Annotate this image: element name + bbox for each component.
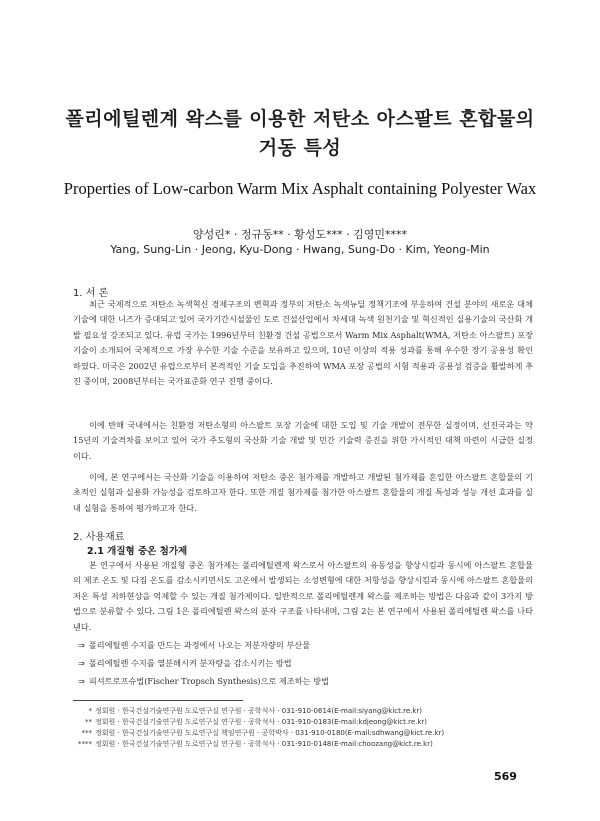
section1-heading: 1. 서 론: [73, 288, 109, 299]
section2-paragraph1: 본 연구에서 사용된 개질형 중온 첨가제는 폴리에틸렌계 왁스로서 아스팔트의 유동성을 향상시킴과 동시에 아스팔트 혼합물의 제조 온도 및 다짐 온도를 감소시키면서도 고온에서 발생되는 소성변형에 대한 저항성을 향상시킴과 동시에 아스팔트 혼합물의 저온 특성 저하현상을 억제할 수 있는 개질 첨가제이다. 일반적으로 폴리에틸렌계 왁스를 제조하는 방법은 다음과 같이 3가지 방법으로 분류할 수 있다. 그림 1은 폴리에틸렌 왁스의 분자 구조를 나타내며, 그림 2는 본 연구에서 사용된 폴리에틸렌 왁스를 나타낸다.: [73, 560, 533, 632]
section1-paragraph2: 이에 반해 국내에서는 친환경 저탄소형의 아스팔트 포장 기술에 대한 도입 및 기술 개발이 전무한 실정이며, 선진국과는 약 15년의 기술격차를 보이고 있어 국가 주도형의 국산화 기술 개발 및 민간 기술력 증진을 위한 가시적인 대책 마련이 시급한 실정이다.: [73, 420, 533, 461]
footnote-text: 정회원 · 한국건설기술연구원 도로연구실 연구원 · 공학석사 · 031-910-0183(E-mail:kdjeong@kict.re.kr): [95, 718, 428, 726]
footnote-mark: ****: [78, 740, 92, 748]
section2-heading: 2. 사용재료: [73, 532, 125, 543]
footnote-text: 정회원 · 한국건설기술연구원 도로연구실 연구원 · 공학석사 · 031-910-0148(E-mail:choozang@kict.re.kr): [95, 740, 433, 748]
title-korean-line1: 폴리에틸렌계 왁스를 이용한 저탄소 아스팔트 혼합물의: [65, 108, 535, 130]
arrow-icon: ⇒: [78, 658, 85, 668]
footnote-mark: **: [85, 718, 92, 726]
list-item-text: 피셔트로프슈법(Fischer Tropsch Synthesis)으로 제조하는 방법: [88, 676, 329, 686]
list-item: [78, 676, 329, 687]
list-item: [78, 658, 292, 669]
title-korean-line2: 거동 특성: [258, 137, 342, 159]
footnote: [78, 739, 433, 749]
footnote-mark: ***: [81, 729, 92, 737]
authors-korean: 양성린* · 정규동** · 황성도*** · 김영민****: [193, 228, 407, 241]
authors-english: Yang, Sung-Lin · Jeong, Kyu-Dong · Hwang, Sung-Do · Kim, Yeong-Min: [110, 243, 490, 256]
footnote: [78, 706, 422, 716]
arrow-icon: ⇒: [78, 640, 85, 650]
footnote: [78, 728, 444, 738]
section1-paragraph1: 최근 국제적으로 저탄소 녹색혁신 경제구조의 변혁과 정부의 저탄소 녹색뉴딜 정책기조에 부응하여 건설 분야의 새로운 대체기술에 대한 니즈가 증대되고 있어 국가기간시설물인 도로 건설산업에서 차세대 녹색 원천기술 및 혁신적인 실용기술의 국산화 개발 필요성 강조되고 있다. 유럽 국가는 1996년부터 친환경 건설 공법으로서 Warm Mix Asphalt(WMA, 저탄소 아스팔트) 포장 기술이 소개되어 국제적으로 가장 우수한 기술 수준을 보유하고 있으며, 10년 이상의 적용 성과를 통해 우수한 장기 공용성 확인하였다. 미국은 2002년 유럽으로부터 본격적인 기술 도입을 추진하여 WMA 포장 공법의 시험 적용과 공용성 검증을 활발하게 추진 중이며, 2008년부터는 국가표준화 연구 진행 중이다.: [73, 299, 533, 387]
section1-paragraph3: 이에, 본 연구에서는 국산화 기술을 이용하여 저탄소 중온 첨가제를 개발하고 개발된 첨가제를 혼입한 아스팔트 혼합물의 기초적인 실험과 실용화 가능성을 검토하고자 한다. 또한 개질 첨가제를 첨가한 아스팔트 혼합물의 개질 특성과 성능 개선 효과를 실내 실험을 통하여 평가하고자 한다.: [73, 472, 533, 513]
list-item-text: 폴리에틸렌 수지를 만드는 과정에서 나오는 저분자량의 부산물: [88, 640, 311, 650]
arrow-icon: ⇒: [78, 676, 85, 686]
footnote-text: 정회원 · 한국건설기술연구원 도로연구실 연구원 · 공학석사 · 031-910-0614(E-mail:siyang@kict.re.kr): [95, 707, 423, 715]
title-english: Properties of Low-carbon Warm Mix Asphalt containing Polyester Wax: [63, 179, 537, 198]
footnote-text: 정회원 · 한국건설기술연구원 도로연구실 책임연구원 · 공학박사 · 031-910-0180(E-mail:sdhwang@kict.re.kr): [95, 729, 445, 737]
list-item: [78, 640, 310, 651]
footnote-divider: [73, 700, 243, 701]
footnote: [78, 717, 427, 727]
footnote-mark: *: [88, 707, 92, 715]
page-number: 569: [494, 770, 517, 783]
section2-1-subheading: 2.1 개질형 중온 첨가제: [87, 546, 188, 557]
list-item-text: 폴리에틸렌 수지를 열분해시켜 분자량을 감소시키는 방법: [88, 658, 292, 668]
